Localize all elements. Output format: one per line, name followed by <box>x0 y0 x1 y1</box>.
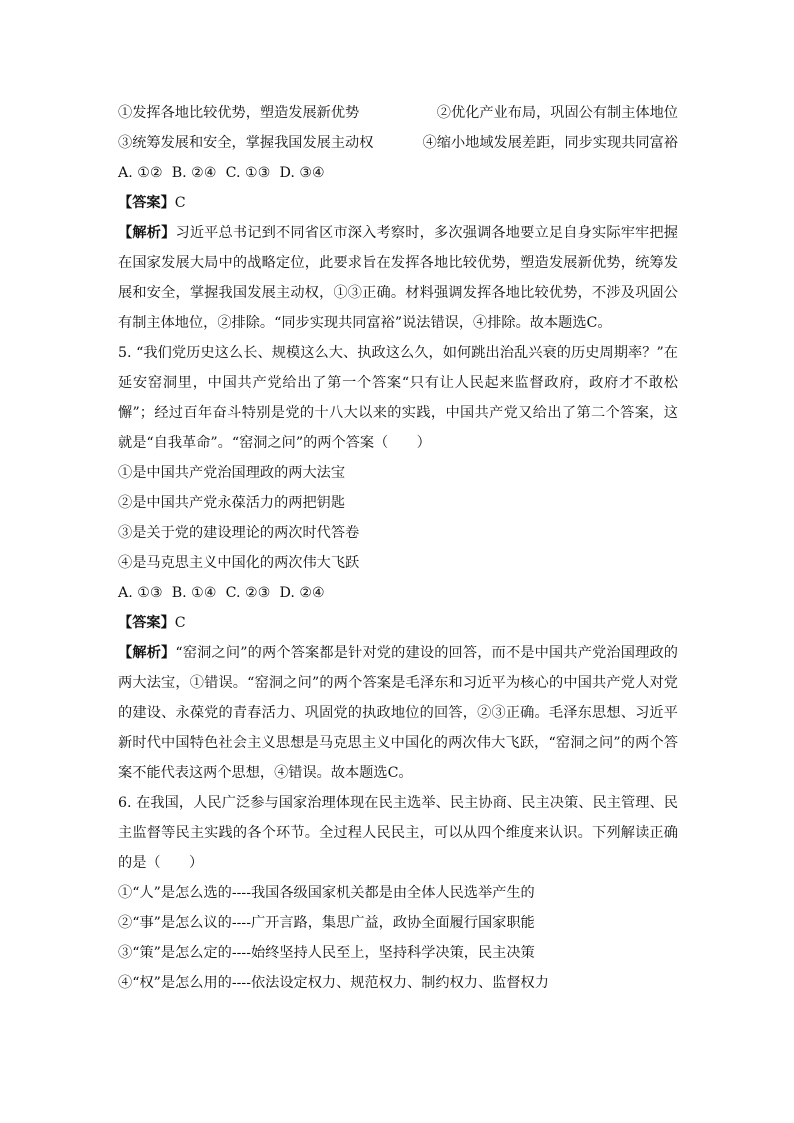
q4-options-row-2 <box>118 128 678 158</box>
q4-analysis-text: 习近平总书记到不同省区市深入考察时，多次强调各地要立足自身实际牢牢把握在国家发展大局中的战略定位，此要求旨在发挥各地比较优势，塑造发展新优势，统筹发展和安全，掌握我国发展主动权，①③正确。材料强调发挥各地比较优势，不涉及巩固公有制主体地位，②排除。“同步实现共同富裕”说法错误，④排除。故本题选C。 <box>118 225 678 331</box>
q4-option-1: ①发挥各地比较优势，塑造发展新优势 <box>118 105 360 121</box>
q5-option-2: ②是中国共产党永葆活力的两把钥匙 <box>118 495 346 511</box>
q5-answer-value: C <box>174 615 186 631</box>
q6-option-3: ③“策”是怎么定的----始终坚持人民至上，坚持科学决策，民主决策 <box>118 945 535 961</box>
q5-option-3: ③是关于党的建设理论的两次时代答卷 <box>118 525 360 541</box>
q4-answer-value: C <box>174 195 186 211</box>
q5-analysis-label: 【解析】 <box>118 645 176 661</box>
q5-option-4: ④是马克思主义中国化的两次伟大飞跃 <box>118 555 360 571</box>
q4-answer-label: 【答案】 <box>118 195 175 211</box>
q5-option-1: ①是中国共产党治国理政的两大法宝 <box>118 465 346 481</box>
q4-analysis <box>118 218 678 338</box>
q6-option-1: ①“人”是怎么选的----我国各级国家机关都是由全体人民选举产生的 <box>118 885 535 901</box>
q6-option-2: ②“事”是怎么议的----广开言路，集思广益，政协全面履行国家职能 <box>118 915 535 931</box>
q4-option-3: ③统筹发展和安全，掌握我国发展主动权 <box>118 135 374 151</box>
q5-stem: 5. “我们党历史这么长、规模这么大、执政这么久，如何跳出治乱兴衰的历史周期率？”在延安窑洞里，中国共产党给出了第一个答案“只有让人民起来监督政府，政府才不敢松懈”；经过百年奋斗特别是党的十八大以来的实践，中国共产党又给出了第二个答案，这就是“自我革命”。“窑洞之问”的两个答案（ ） <box>118 345 678 451</box>
q6-option-4: ④“权”是怎么用的----依法设定权力、规范权力、制约权力、监督权力 <box>118 975 549 991</box>
q4-choices: A. ①② B. ②④ C. ①③ D. ③④ <box>118 165 325 181</box>
q5-analysis-text: “窑洞之问”的两个答案都是针对党的建设的回答，而不是中国共产党治国理政的两大法宝，①错误。“窑洞之问”的两个答案是毛泽东和习近平为核心的中国共产党人对党的建设、永葆党的青春活力、巩固党的执政地位的回答，②③正确。毛泽东思想、习近平新时代中国特色社会主义思想是马克思主义中国化的两次伟大飞跃，“窑洞之问”的两个答案不能代表这两个思想，④错误。故本题选C。 <box>118 645 678 781</box>
q5-analysis <box>118 638 678 788</box>
q4-option-4: ④缩小地域发展差距，同步实现共同富裕 <box>422 135 678 151</box>
document-page <box>118 98 678 998</box>
q5-answer <box>118 608 678 638</box>
q5-answer-label: 【答案】 <box>118 615 175 631</box>
q6-stem: 6. 在我国，人民广泛参与国家治理体现在民主选举、民主协商、民主决策、民主管理、民主监督等民主实践的各个环节。全过程人民民主，可以从四个维度来认识。下列解读正确的是（ ） <box>118 795 678 871</box>
q4-answer <box>118 188 678 218</box>
q5-choices: A. ①③ B. ①④ C. ②③ D. ②④ <box>118 585 325 601</box>
q4-option-2: ②优化产业布局，巩固公有制主体地位 <box>436 105 678 121</box>
q4-analysis-label: 【解析】 <box>118 225 176 241</box>
q4-options-row-1 <box>118 98 678 128</box>
